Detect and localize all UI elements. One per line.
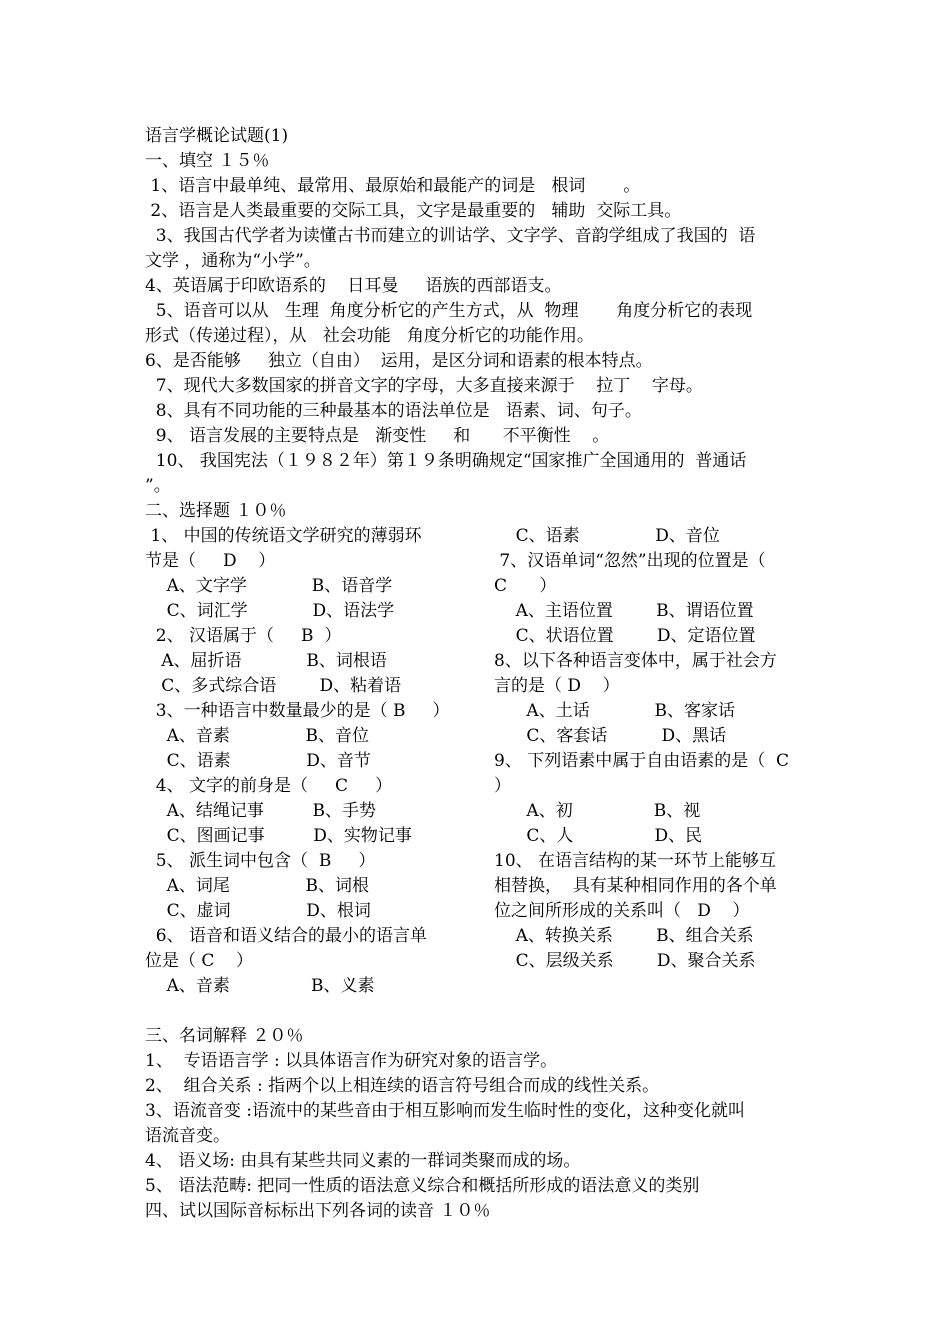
choice-line: C、词汇学 D、语法学	[145, 601, 395, 621]
question-line: 4、英语属于印欧语系的 日耳曼 语族的西部语支。	[145, 276, 562, 296]
choice-line: C、状语位置 D、定语位置	[494, 626, 756, 646]
choice-line: 10、 在语言结构的某一环节上能够互	[494, 851, 777, 871]
choice-line: C ）	[494, 576, 557, 596]
question-line: 7、现代大多数国家的拼音文字的字母，大多直接来源于 拉丁 字母。	[145, 376, 703, 396]
question-line: 3、我国古代学者为读懂古书而建立的训诂学、文字学、音韵学组成了我国的 语	[145, 226, 756, 246]
definition-line: 语流音变。	[145, 1126, 230, 1146]
choice-line: 相替换， 具有某种相同作用的各个单	[494, 876, 777, 896]
choice-line: A、词尾 B、词根	[145, 876, 370, 896]
choice-line: 5、 派生词中包含（ B ）	[145, 851, 376, 871]
section-heading: 三、名词解释 ２０％	[145, 1026, 304, 1046]
definition-line: 3、语流音变 :语流中的某些音由于相互影响而发生临时性的变化，这种变化就叫	[145, 1101, 745, 1121]
choice-line: A、音素 B、义素	[145, 976, 375, 996]
definition-line: 4、 语义场: 由具有某些共同义素的一群词类聚而成的场。	[145, 1151, 581, 1171]
question-line: 8、具有不同功能的三种最基本的语法单位是 语素、词、句子。	[145, 401, 642, 421]
choice-line: A、转换关系 B、组合关系	[494, 926, 754, 946]
choice-line: C、语素 D、音位	[494, 526, 720, 546]
definition-line: 1、 专语语言学 : 以具体语言作为研究对象的语言学。	[145, 1051, 558, 1071]
choice-line: C、客套话 D、黑话	[494, 726, 727, 746]
choice-line: A、初 B、视	[494, 801, 701, 821]
choice-line: A、结绳记事 B、手势	[145, 801, 377, 821]
choice-line: 节是（ D ）	[145, 551, 276, 571]
choice-line: C、虚词 D、根词	[145, 901, 371, 921]
section-heading: 二、选择题 １０％	[145, 501, 287, 521]
choice-line: A、文字学 B、语音学	[145, 576, 393, 596]
question-line: 6、是否能够 独立（自由） 运用，是区分词和语素的根本特点。	[145, 351, 653, 371]
question-line: 形式（传递过程），从 社会功能 角度分析它的功能作用。	[145, 326, 594, 346]
choice-line: 1、 中国的传统语文学研究的薄弱环	[145, 526, 422, 546]
choice-line: 3、一种语言中数量最少的是（ B ）	[145, 701, 450, 721]
section-heading: 四、试以国际音标标出下列各词的读音 １０％	[145, 1201, 491, 1221]
choice-line: 7、汉语单词“忽然”出现的位置是（	[494, 551, 766, 571]
choice-line: 言的是（ D ）	[494, 676, 620, 696]
choice-line: A、主语位置 B、谓语位置	[494, 601, 754, 621]
choice-line: 位之间所形成的关系叫（ D ）	[494, 901, 750, 921]
choice-line: 2、 汉语属于（ B ）	[145, 626, 342, 646]
choice-line: 4、 文字的前身是（ C ）	[145, 776, 393, 796]
choice-line: 位是（ C ）	[145, 951, 254, 971]
question-line: 10、 我国宪法（１９８２年）第１９条明确规定“国家推广全国通用的 普通话	[145, 451, 747, 471]
question-line: 文学 ，通称为“小学”。	[145, 251, 321, 271]
choice-line: C、层级关系 D、聚合关系	[494, 951, 756, 971]
definition-line: 5、 语法范畴: 把同一性质的语法意义综合和概括所形成的语法意义的类别	[145, 1176, 700, 1196]
choice-line: C、语素 D、音节	[145, 751, 371, 771]
question-line: 1、语言中最单纯、最常用、最原始和最能产的词是 根词 。	[145, 176, 641, 196]
choice-line: 8、以下各种语言变体中，属于社会方	[494, 651, 777, 671]
choice-line: A、屈折语 B、词根语	[145, 651, 387, 671]
section-heading: 一、填空 １５％	[145, 151, 270, 171]
choice-line: ）	[494, 776, 511, 796]
choice-line: 9、 下列语素中属于自由语素的是（ C	[494, 751, 790, 771]
question-line: ”。	[145, 476, 171, 496]
choice-line: C、多式综合语 D、粘着语	[145, 676, 402, 696]
choice-line: A、土话 B、客家话	[494, 701, 736, 721]
page-title: 语言学概论试题(1)	[145, 126, 289, 146]
choice-line: A、音素 B、音位	[145, 726, 370, 746]
definition-line: 2、 组合关系 : 指两个以上相连续的语言符号组合而成的线性关系。	[145, 1076, 660, 1096]
question-line: 2、语言是人类最重要的交际工具，文字是最重要的 辅助 交际工具。	[145, 201, 682, 221]
choice-line: C、图画记事 D、实物记事	[145, 826, 412, 846]
choice-line: C、人 D、民	[494, 826, 703, 846]
question-line: 9、 语言发展的主要特点是 渐变性 和 不平衡性 。	[145, 426, 610, 446]
choice-line: 6、 语音和语义结合的最小的语言单	[145, 926, 428, 946]
question-line: 5、语音可以从 生理 角度分析它的产生方式，从 物理 角度分析它的表现	[145, 301, 753, 321]
